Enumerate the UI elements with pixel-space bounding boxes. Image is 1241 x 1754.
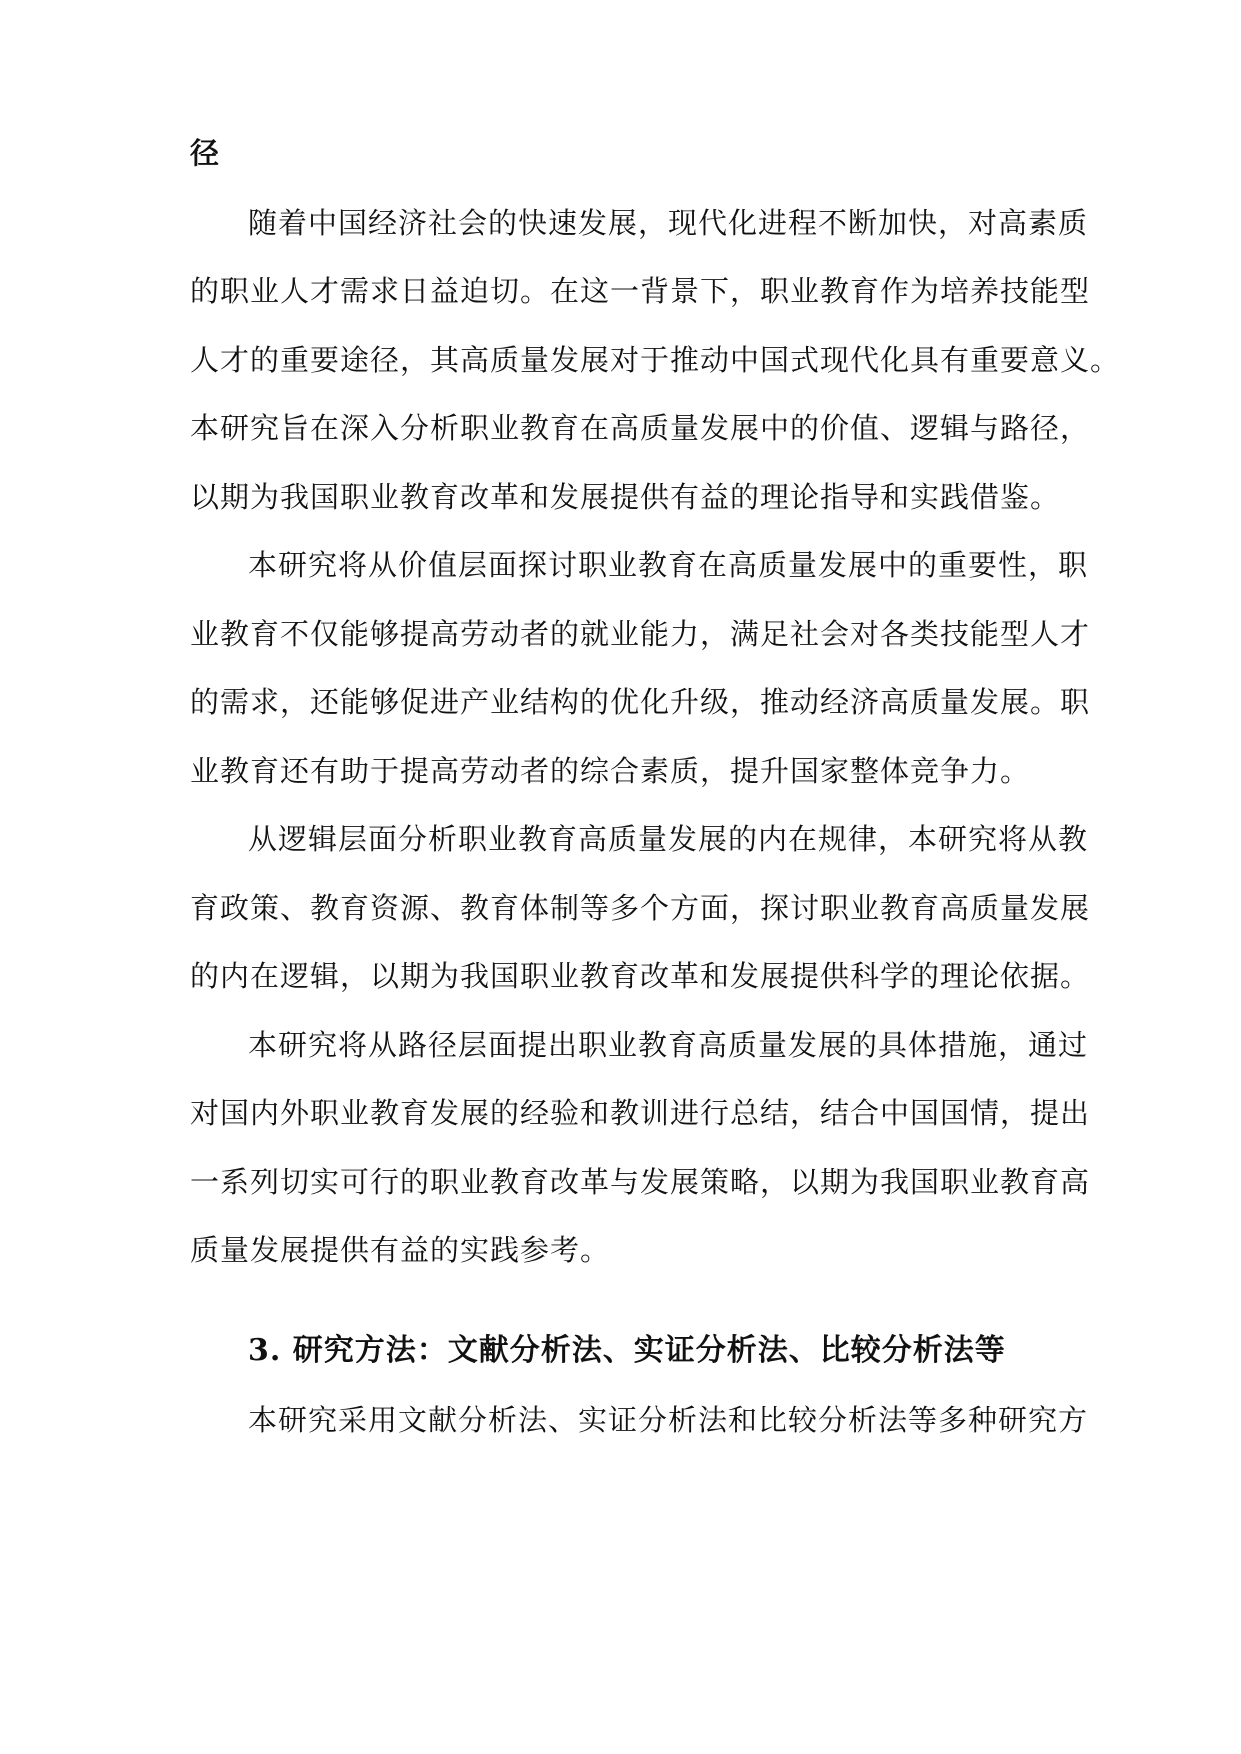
paragraph-5-line-1: 本研究采用文献分析法、实证分析法和比较分析法等多种研究方 [248, 1403, 1089, 1437]
paragraph-1-line-1: 随着中国经济社会的快速发展，现代化进程不断加快，对高素质 [248, 206, 1089, 240]
heading-fragment: 径 [190, 136, 221, 170]
paragraph-4-line-1: 本研究将从路径层面提出职业教育高质量发展的具体措施，通过 [248, 1028, 1089, 1062]
paragraph-3-line-1: 从逻辑层面分析职业教育高质量发展的内在规律，本研究将从教 [248, 822, 1089, 856]
paragraph-3-line-2: 育政策、教育资源、教育体制等多个方面，探讨职业教育高质量发展 [190, 891, 1091, 925]
paragraph-2-line-1: 本研究将从价值层面探讨职业教育在高质量发展中的重要性，职 [248, 548, 1089, 582]
paragraph-4-line-3: 一系列切实可行的职业教育改革与发展策略，以期为我国职业教育高 [190, 1165, 1091, 1199]
paragraph-1-line-4: 本研究旨在深入分析职业教育在高质量发展中的价值、逻辑与路径， [190, 411, 1091, 445]
paragraph-4-line-2: 对国内外职业教育发展的经验和教训进行总结，结合中国国情，提出 [190, 1096, 1091, 1130]
paragraph-2-line-3: 的需求，还能够促进产业结构的优化升级，推动经济高质量发展。职 [190, 685, 1091, 719]
paragraph-3-line-3: 的内在逻辑，以期为我国职业教育改革和发展提供科学的理论依据。 [190, 959, 1091, 993]
paragraph-1-line-3: 人才的重要途径，其高质量发展对于推动中国式现代化具有重要意义。 [190, 343, 1121, 377]
paragraph-2-line-2: 业教育不仅能够提高劳动者的就业能力，满足社会对各类技能型人才 [190, 617, 1091, 651]
section-heading: 3. 研究方法：文献分析法、实证分析法、比较分析法等 [248, 1333, 1006, 1368]
paragraph-4-line-4: 质量发展提供有益的实践参考。 [190, 1233, 611, 1267]
paragraph-2-line-4: 业教育还有助于提高劳动者的综合素质，提升国家整体竞争力。 [190, 754, 1031, 788]
paragraph-1-line-2: 的职业人才需求日益迫切。在这一背景下，职业教育作为培养技能型 [190, 274, 1091, 308]
paragraph-1-line-5: 以期为我国职业教育改革和发展提供有益的理论指导和实践借鉴。 [190, 480, 1061, 514]
